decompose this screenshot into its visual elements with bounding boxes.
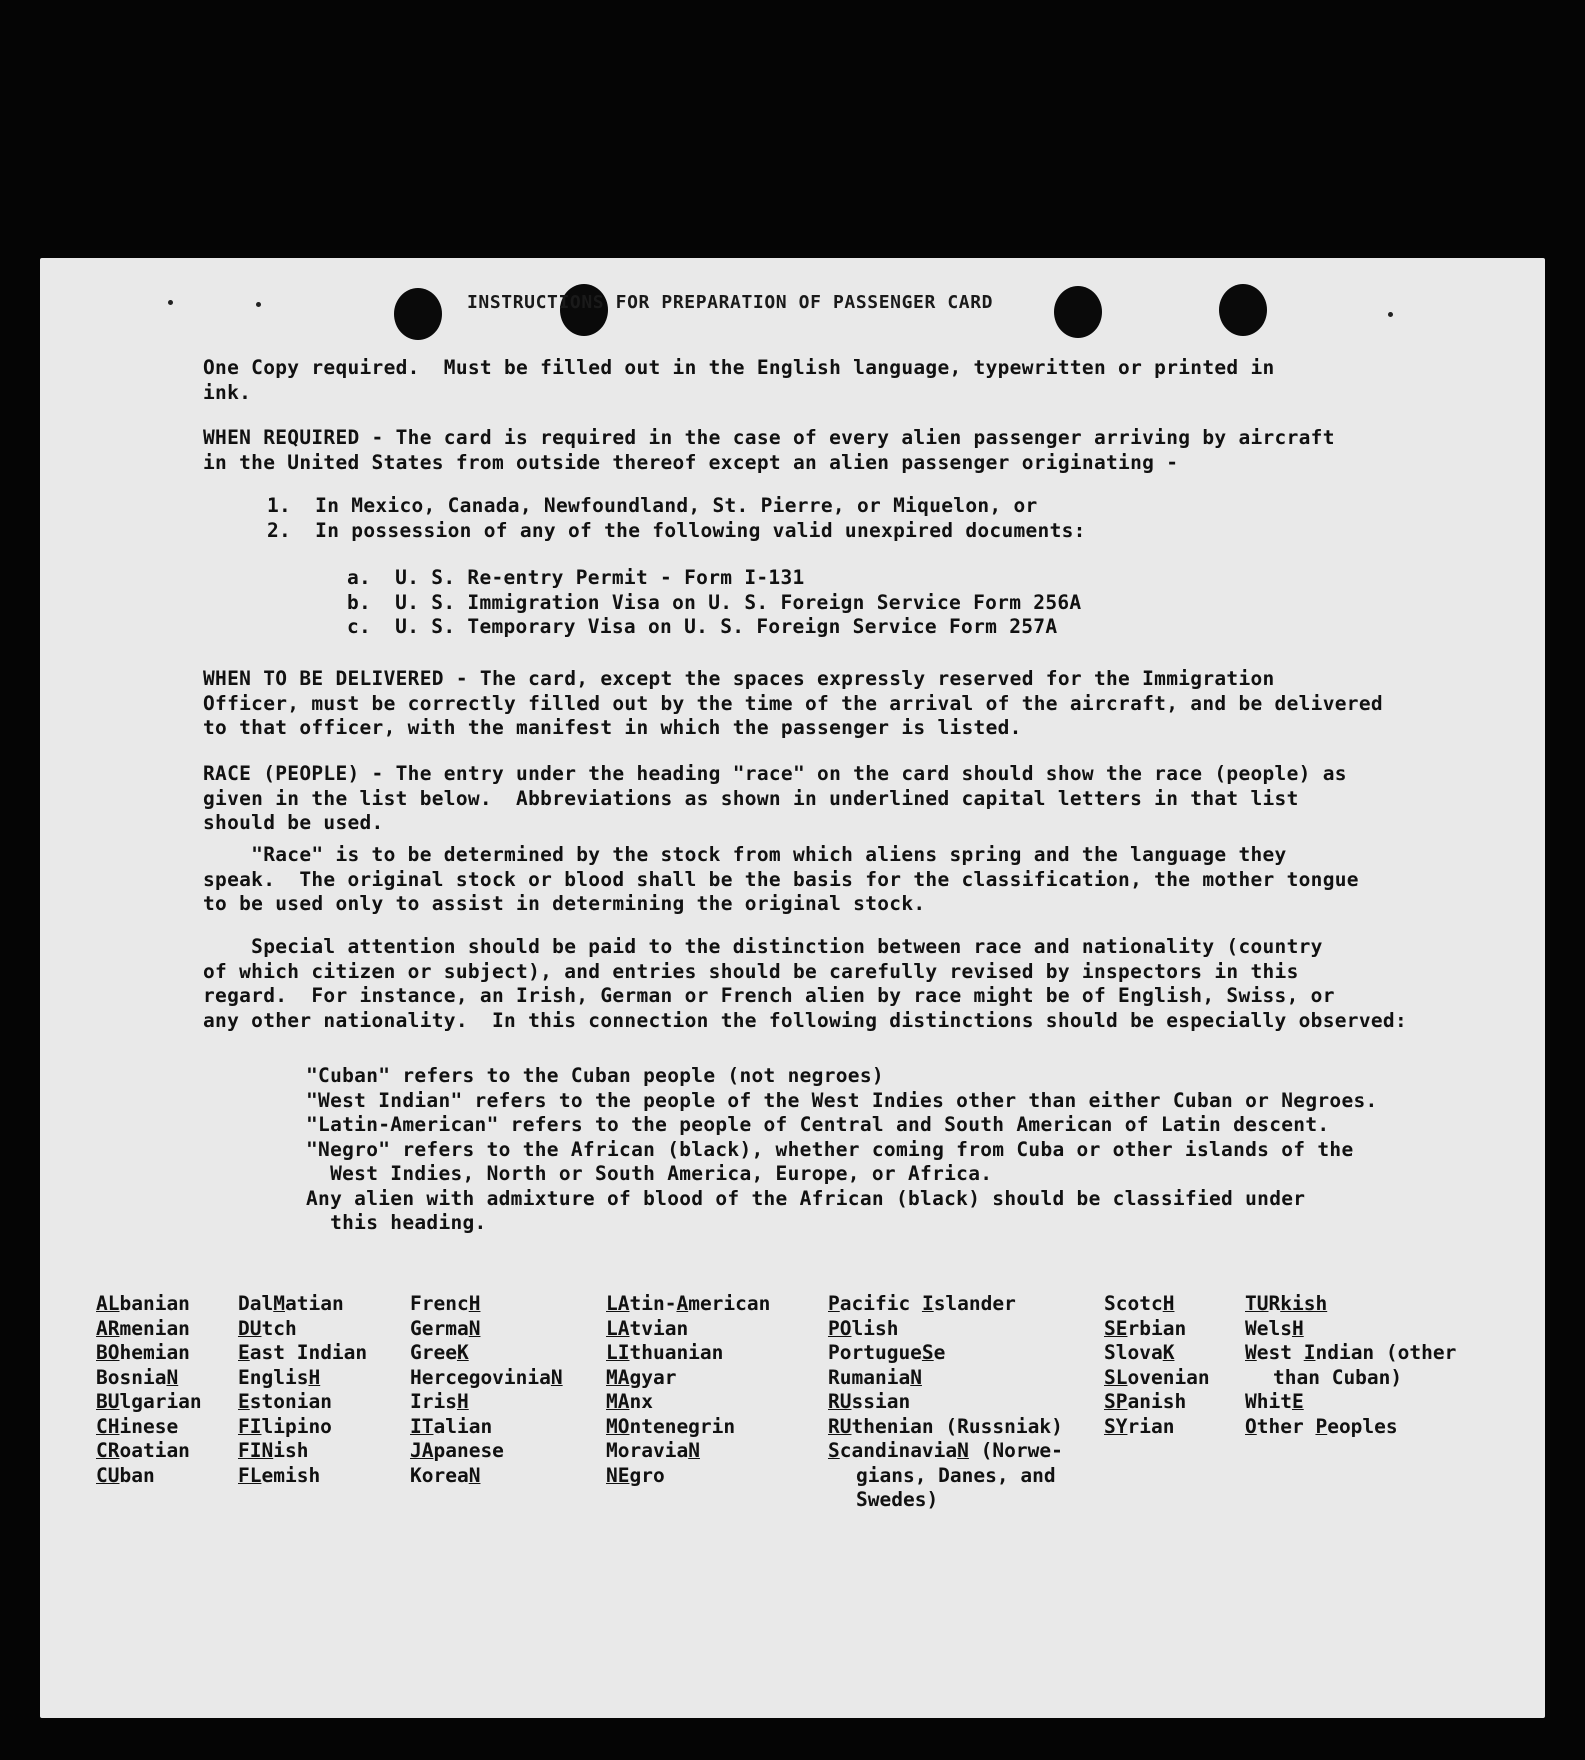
race-item: East Indian [238,1341,368,1364]
race-column [96,1292,202,1488]
race-item: SYrian [1104,1414,1175,1438]
race-item: BUlgarian [96,1390,202,1413]
race-definition-line: speak. The original stock or blood shall be the basis for the classification, the mother tongue [203,867,1359,891]
race-item: RumaniaN [828,1365,922,1389]
distinction-line: "Latin-American" refers to the people of Central and South American of Latin descent. [306,1113,1330,1136]
punch-hole [1219,284,1267,336]
race-item: CUban [96,1463,155,1487]
race-item: IrisH [410,1390,469,1413]
special-attention-line: of which citizen or subject), and entries should be carefully revised by inspectors in this [203,959,1299,983]
when-required-subitem: b. U. S. Immigration Visa on U. S. Foreign Service Form 256A [347,590,1082,614]
race-item: JApanese [410,1439,504,1462]
race-item: LAtin-American [606,1292,771,1315]
race-item: SlovaK [1104,1341,1175,1364]
when-required-item: 1. In Mexico, Canada, Newfoundland, St. Pierre, or Miquelon, or [267,494,1038,517]
race-item: EnglisH [238,1365,321,1389]
race-item: Swedes) [856,1488,939,1511]
race-item: MAgyar [606,1365,677,1389]
race-column [410,1292,563,1488]
special-attention-line: Special attention should be paid to the distinction between race and nationality (country [203,935,1323,958]
race-item: SErbian [1104,1316,1187,1340]
race-item: than Cuban) [1273,1365,1403,1389]
when-required-item: 2. In possession of any of the following valid unexpired documents: [267,518,1086,542]
race-column [238,1292,367,1488]
race-item: LIthuanian [606,1341,724,1364]
race-item: GreeK [410,1341,469,1364]
race-item: DalMatian [238,1292,344,1315]
distinction-line: "West Indian" refers to the people of the West Indies other than either Cuban or Negroes. [306,1088,1378,1112]
race-item: MAnx [606,1390,653,1413]
race-item: RUthenian (Russniak) [828,1414,1063,1438]
race-item: HercegoviniaN [410,1365,563,1389]
when-required-line: WHEN REQUIRED - The card is required in the case of every alien passenger arriving by aircraft [203,426,1335,449]
speck [256,302,261,307]
race-item: ITalian [410,1414,493,1438]
when-required-subitem: a. U. S. Re-entry Permit - Form I-131 [347,566,805,589]
race-definition-line: to be used only to assist in determining the original stock. [203,892,926,915]
distinction-line: "Negro" refers to the African (black), whether coming from Cuba or other islands of the [306,1137,1354,1161]
race-item: WhitE [1245,1390,1304,1413]
race-column [1104,1292,1210,1439]
race-item: WelsH [1245,1316,1304,1340]
race-item: Other Peoples [1245,1414,1398,1438]
punch-hole [1054,286,1102,338]
race-item: PortugueSe [828,1341,946,1364]
distinction-line: West Indies, North or South America, Europe, or Africa. [306,1162,993,1185]
speck [1388,312,1393,317]
race-item: FIlipino [238,1414,332,1438]
race-item: ScotcH [1104,1292,1175,1315]
speck [168,300,173,305]
when-required-line: in the United States from outside thereof except an alien passenger originating - [203,450,1179,474]
race-item: West Indian (other [1245,1341,1457,1364]
race-line: RACE (PEOPLE) - The entry under the heading "race" on the card should show the race (people) as [203,762,1347,785]
race-item: TURkish [1245,1292,1328,1315]
race-item: BOhemian [96,1341,190,1364]
race-item: SLovenian [1104,1365,1210,1389]
race-line: should be used. [203,811,384,834]
race-definition-line: "Race" is to be determined by the stock from which aliens spring and the language they [203,843,1287,866]
race-column [606,1292,770,1488]
document-title: INSTRUCTIONS FOR PREPARATION OF PASSENGER CARD [467,292,994,313]
distinction-line: "Cuban" refers to the Cuban people (not negroes) [306,1064,884,1087]
race-item: gians, Danes, and [856,1463,1056,1487]
distinction-line: Any alien with admixture of blood of the African (black) should be classified under [306,1186,1306,1210]
race-item: DUtch [238,1316,297,1340]
race-item: KoreaN [410,1463,481,1487]
intro-line: ink. [203,380,252,404]
race-item: FLemish [238,1463,321,1487]
special-attention-line: any other nationality. In this connection the following distinctions should be especially observed: [203,1008,1407,1032]
punch-hole [394,288,442,340]
race-item: ARmenian [96,1316,190,1340]
race-item: LAtvian [606,1316,689,1340]
race-item: NEgro [606,1463,665,1487]
race-item: SPanish [1104,1390,1187,1413]
race-item: FrencH [410,1292,481,1315]
when-delivered-line: WHEN TO BE DELIVERED - The card, except the spaces expressly reserved for the Immigration [203,667,1275,690]
race-item: FINish [238,1439,309,1462]
special-attention-line: regard. For instance, an Irish, German or French alien by race might be of English, Swiss, or [203,984,1335,1007]
race-item: BosniaN [96,1365,179,1389]
race-item: ALbanian [96,1292,190,1315]
race-item: CHinese [96,1414,179,1438]
race-column [828,1292,1063,1513]
race-item: GermaN [410,1316,481,1340]
when-delivered-line: to that officer, with the manifest in which the passenger is listed. [203,716,1022,739]
race-column [1245,1292,1456,1439]
race-item: RUssian [828,1390,911,1413]
when-required-subitem: c. U. S. Temporary Visa on U. S. Foreign Service Form 257A [347,615,1058,638]
race-item: CRoatian [96,1439,190,1462]
when-delivered-line: Officer, must be correctly filled out by the time of the arrival of the aircraft, and be delivered [203,691,1383,715]
race-item: MoraviaN [606,1439,700,1462]
race-line: given in the list below. Abbreviations as shown in underlined capital letters in that list [203,786,1299,810]
race-item: MOntenegrin [606,1414,736,1438]
race-item: POlish [828,1316,899,1340]
race-item: ScandinaviaN (Norwe- [828,1439,1063,1462]
distinction-line: this heading. [306,1211,487,1234]
intro-line: One Copy required. Must be filled out in the English language, typewritten or printed in [203,356,1275,379]
race-item: Estonian [238,1390,332,1413]
race-item: Pacific Islander [828,1292,1016,1315]
